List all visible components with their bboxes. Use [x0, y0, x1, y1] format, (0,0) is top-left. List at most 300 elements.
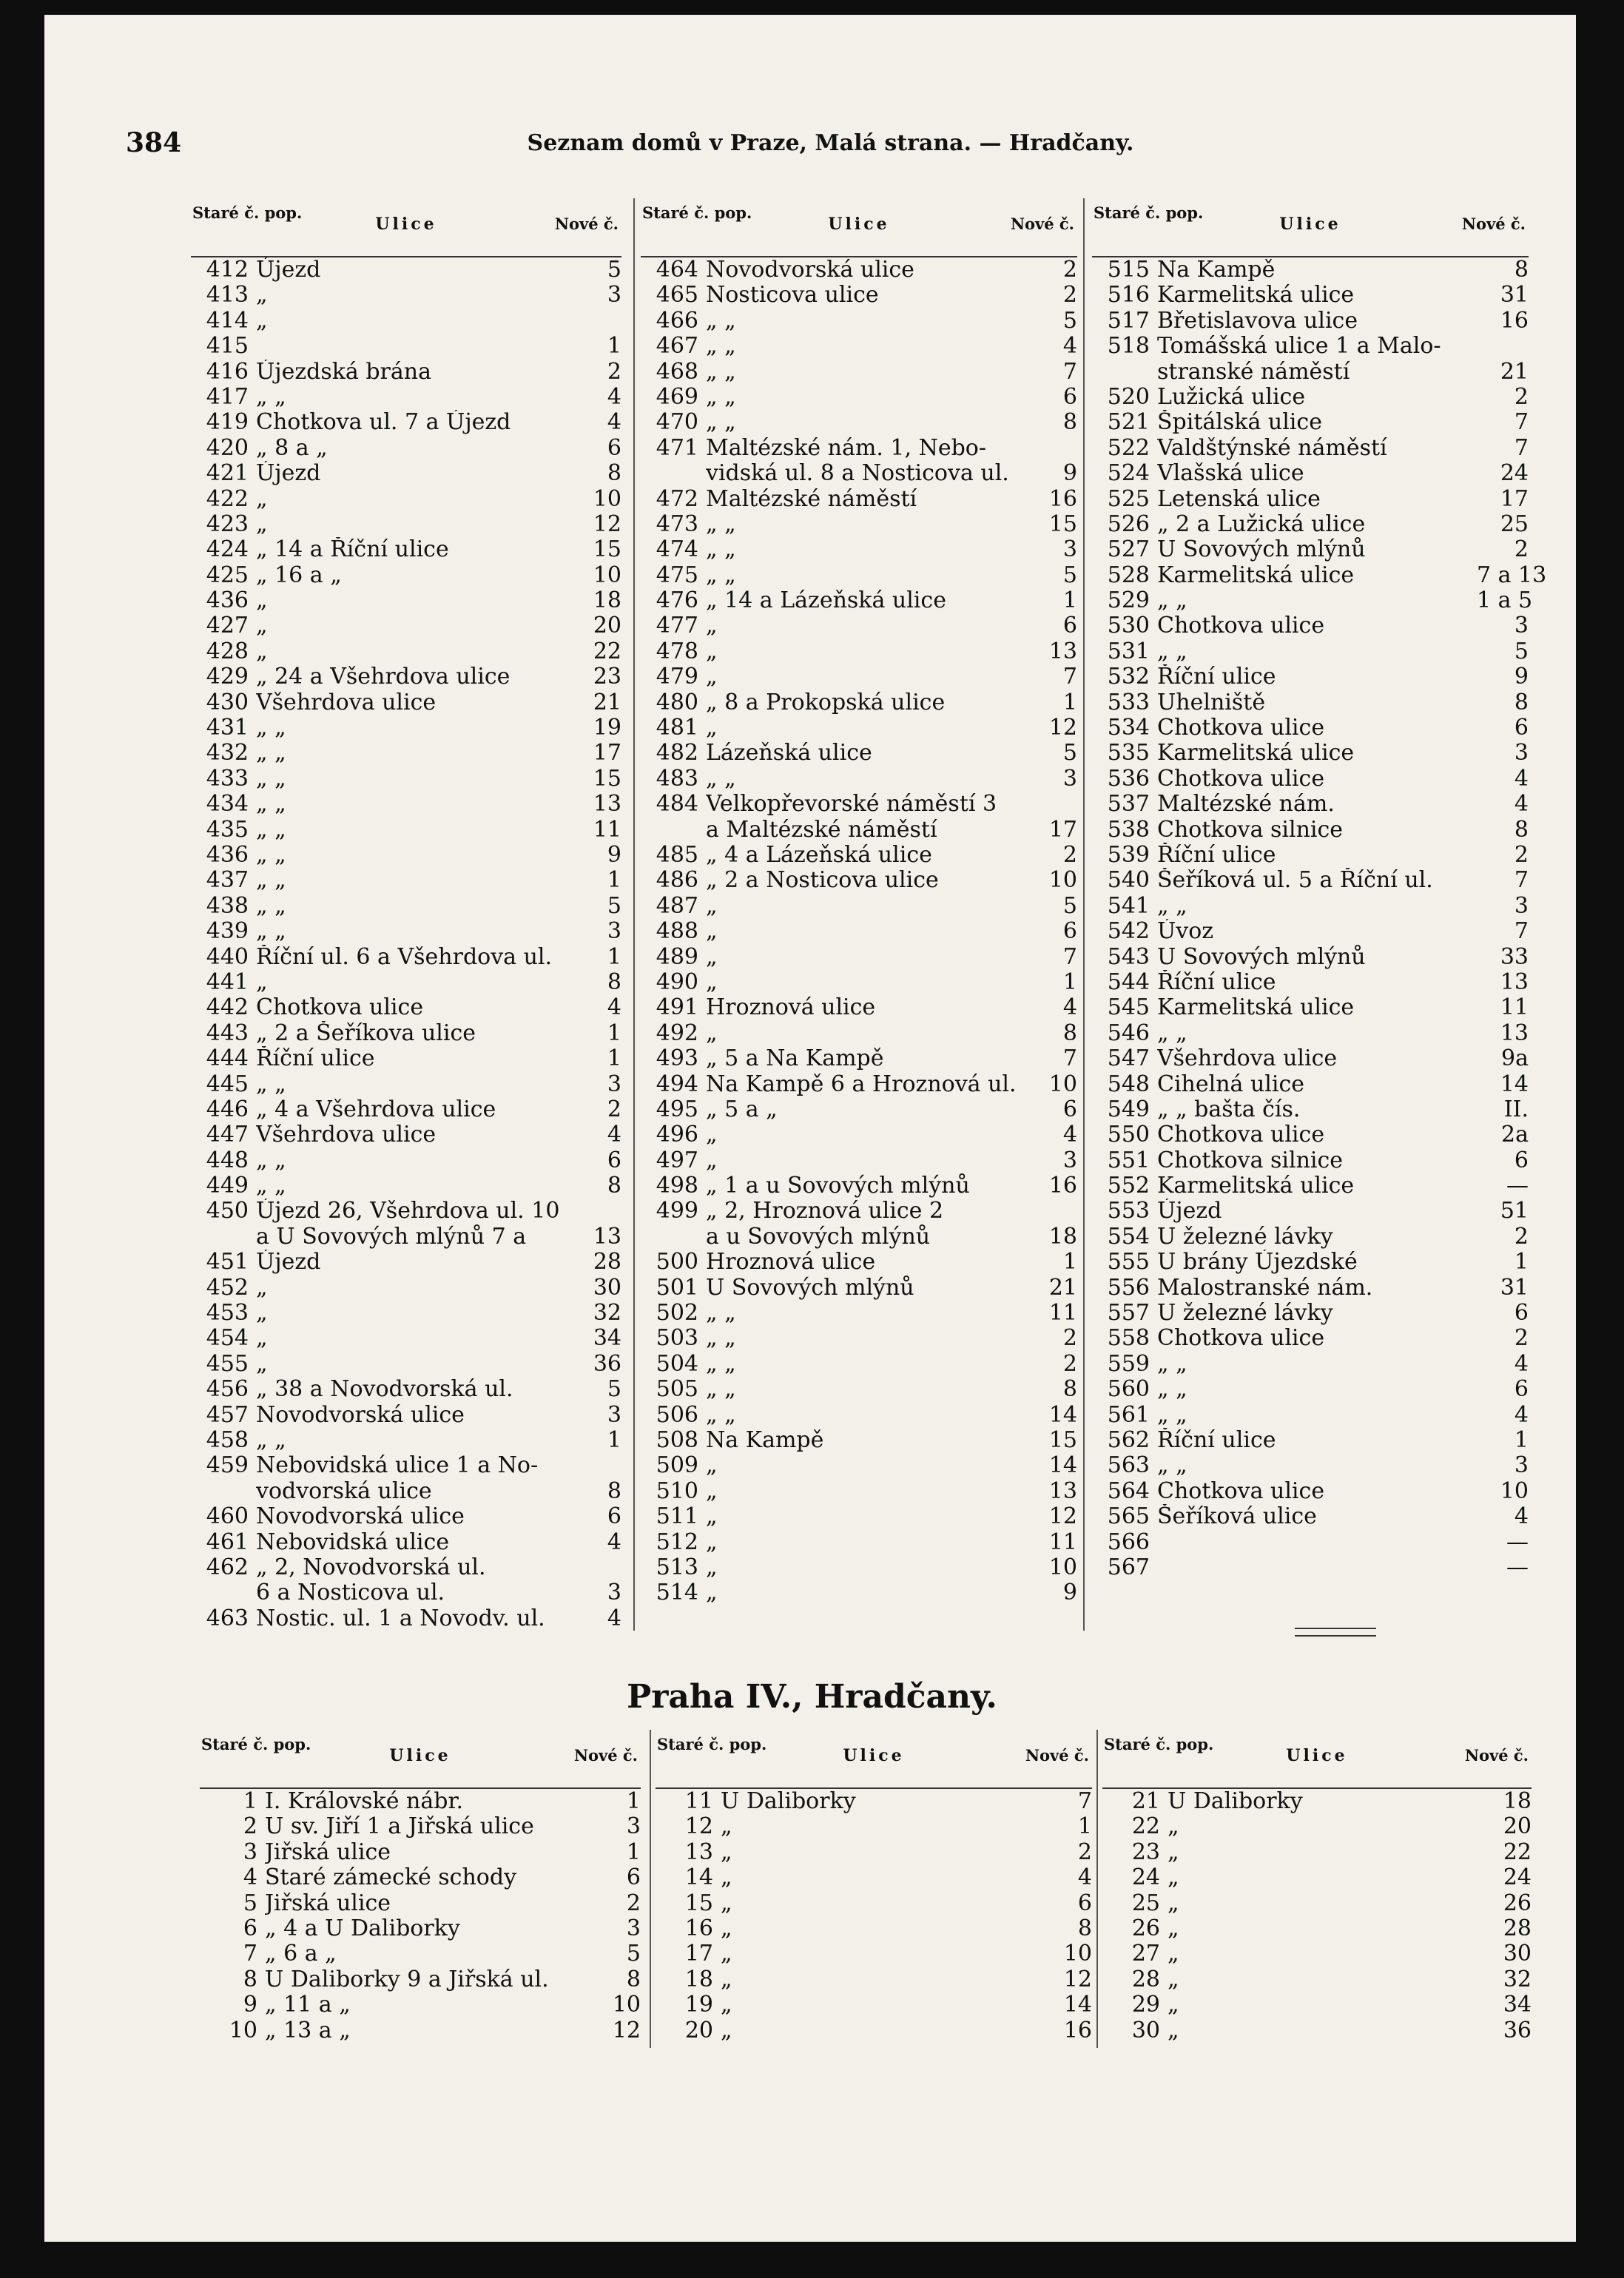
new-number: 2 [1062, 282, 1077, 309]
table-row [641, 1504, 1077, 1529]
old-number: 499 [656, 1198, 698, 1224]
street-name: „ „ [256, 1071, 286, 1097]
new-number: 2 [1514, 1325, 1529, 1352]
street-name: „ „ [1157, 1020, 1187, 1046]
section-title: Praha IV., Hradčany. [627, 1678, 997, 1716]
table-row [641, 818, 1077, 843]
street-name: „ „ [256, 817, 286, 843]
old-number: 450 [206, 1198, 249, 1224]
new-number: 1 [1062, 689, 1077, 715]
table-row [1092, 1403, 1529, 1428]
old-number: 527 [1107, 536, 1150, 563]
table-row [641, 1148, 1077, 1173]
new-number: 2 [607, 1096, 621, 1122]
street-name: Na Kampě 6 a Hroznová ul. [706, 1071, 1017, 1097]
street-name: „ „ [256, 1173, 286, 1199]
new-number: 10 [593, 562, 621, 588]
table-row [641, 792, 1077, 817]
new-number [570, 1199, 621, 1224]
table-row [191, 461, 621, 486]
table-row [641, 613, 1077, 638]
table-row [641, 945, 1077, 970]
old-number: 466 [656, 307, 698, 334]
new-number: 3 [607, 282, 621, 309]
old-number: 451 [206, 1249, 249, 1276]
new-number: 2 [1514, 383, 1529, 410]
table-row [1092, 1021, 1529, 1046]
street-header: Ulice [389, 1746, 451, 1765]
old-number: 531 [1107, 638, 1150, 664]
old-number: 432 [206, 740, 249, 766]
new-number: 4 [1062, 994, 1077, 1021]
table-row [641, 461, 1077, 486]
street-name: „ [721, 1839, 732, 1865]
new-number: 1 [1077, 1813, 1092, 1840]
table-row [1092, 766, 1529, 792]
street-name: Velkopřevorské náměstí 3 [706, 792, 997, 818]
table-row [641, 1453, 1077, 1478]
street-name: „ [721, 2018, 732, 2043]
street-name: „ [721, 1967, 732, 1992]
table-row [1092, 995, 1529, 1020]
street-name: Říční ulice [1157, 1427, 1276, 1453]
street-name: Hroznová ulice [706, 995, 876, 1021]
street-name: „ „ [706, 410, 736, 436]
new-number: 1 [607, 1426, 621, 1453]
table-row [1092, 283, 1529, 308]
new-number: 2 [626, 1890, 641, 1916]
new-number: 2a [1501, 1122, 1529, 1148]
new-number: 13 [1048, 638, 1077, 664]
new-number: 1 a 5 [1477, 587, 1533, 614]
new-number: 21 [1048, 1274, 1077, 1301]
column-header [656, 1730, 1092, 1789]
street-name: „ [256, 1351, 268, 1377]
table-row [191, 995, 621, 1020]
new-number: 10 [1048, 1071, 1077, 1097]
new-number: 28 [1503, 1915, 1532, 1941]
old-number: 536 [1107, 765, 1150, 792]
street-name: „ „ [706, 359, 736, 385]
street-header: Ulice [828, 215, 890, 234]
old-number: 439 [206, 918, 249, 945]
table-row [1092, 309, 1529, 334]
table-row [200, 1941, 641, 1967]
old-number: 441 [206, 968, 249, 995]
street-name: „ „ [256, 741, 286, 766]
new-number: 12 [1063, 1966, 1092, 1992]
table-row [641, 563, 1077, 588]
street-name: „ „ [256, 1427, 286, 1453]
new-number: 9 [1062, 460, 1077, 487]
table-row [641, 1555, 1077, 1580]
street-name: „ [706, 919, 718, 945]
new-number: 3 [626, 1813, 641, 1840]
table-row [191, 1606, 621, 1631]
old-number: 446 [206, 1096, 249, 1122]
column-divider [650, 1730, 651, 2048]
table-row [191, 1555, 621, 1580]
old-number: 495 [656, 1096, 698, 1122]
street-name: „ 14 a Lázeňská ulice [706, 588, 946, 614]
old-number: 19 [684, 1992, 713, 2018]
table-row [1092, 1199, 1529, 1224]
street-name: „ [256, 283, 268, 309]
old-number: 501 [656, 1274, 698, 1301]
old-number: 12 [684, 1813, 713, 1840]
old-number [1092, 360, 1157, 385]
street-name: Šeříková ulice [1157, 1504, 1317, 1530]
new-number: 24 [1503, 1864, 1532, 1891]
new-number: 8 [607, 968, 621, 995]
old-number: 534 [1107, 715, 1150, 741]
table-row [641, 664, 1077, 690]
new-number: 32 [1503, 1966, 1532, 1992]
table-row [1102, 1789, 1532, 1814]
old-number: 517 [1107, 307, 1150, 334]
table-row [191, 436, 621, 461]
street-name: Všehrdova ulice [256, 690, 437, 715]
table-row [641, 715, 1077, 741]
table-row [191, 1504, 621, 1529]
street-name: „ „ [706, 308, 736, 334]
street-name: „ „ [706, 1301, 736, 1327]
new-number: 30 [1503, 1941, 1532, 1967]
table-row [1102, 1916, 1532, 1941]
street-name: Chotkova ulice [1157, 1478, 1325, 1504]
table-row [1092, 587, 1533, 614]
new-number: 7 [1514, 409, 1529, 436]
new-number: 17 [1048, 816, 1077, 843]
table-row [1092, 818, 1529, 843]
table-row [1092, 1504, 1529, 1529]
new-number: 2 [1062, 841, 1077, 868]
old-number: 433 [206, 765, 249, 792]
table-row [1092, 334, 1529, 359]
old-number: 556 [1107, 1274, 1150, 1301]
street-name: U Sovových mlýnů [706, 1275, 914, 1301]
street-name: Říční ulice [1157, 969, 1276, 995]
table-row [191, 385, 621, 410]
old-number: 456 [206, 1376, 249, 1403]
old-number: 562 [1107, 1426, 1150, 1453]
new-number: 28 [593, 1249, 621, 1276]
new-number: 24 [1500, 460, 1529, 487]
table-row [1092, 1555, 1529, 1580]
table-row [191, 283, 621, 308]
street-name: „ [721, 1890, 732, 1916]
old-number: 566 [1107, 1529, 1150, 1555]
new-number: 4 [1077, 1864, 1092, 1891]
table-row [1092, 1250, 1529, 1275]
street-name: „ [256, 1326, 268, 1352]
new-number-header: Nové č. [1464, 1746, 1529, 1765]
old-number: 6 [243, 1915, 257, 1941]
street-name: „ [706, 893, 718, 919]
new-number: 3 [607, 1071, 621, 1097]
street-name: „ 4 a Všehrdova ulice [256, 1096, 496, 1122]
table-row [191, 639, 621, 664]
street-name: „ „ [706, 766, 736, 792]
table-row [641, 741, 1077, 766]
new-number: 14 [1063, 1992, 1092, 2018]
table-row [1092, 1224, 1529, 1250]
street-name: „ [256, 588, 268, 614]
new-number: 7 [1062, 664, 1077, 690]
old-number: 474 [656, 536, 698, 563]
street-name: „ [721, 1992, 732, 2018]
street-name: Všehrdova ulice [256, 1122, 437, 1148]
table-row [641, 970, 1077, 995]
new-number: 6 [1062, 383, 1077, 410]
old-number [191, 1580, 256, 1605]
table-row [191, 792, 621, 817]
new-number: 2 [1062, 257, 1077, 283]
table-row [191, 1377, 621, 1402]
table-row [641, 1021, 1077, 1046]
old-number: 559 [1107, 1350, 1150, 1377]
street-name: Újezd [256, 461, 321, 487]
old-number [641, 1224, 706, 1250]
table-row [200, 1789, 641, 1814]
table-row [1102, 1992, 1532, 2018]
table-row [191, 741, 621, 766]
table-row [1092, 792, 1529, 817]
street-name: U Sovových mlýnů [1157, 537, 1366, 563]
street-name: „ [1168, 1865, 1179, 1891]
new-number: 3 [1514, 892, 1529, 919]
street-name: „ „ [706, 511, 736, 537]
old-number: 463 [206, 1605, 249, 1631]
new-number: 4 [1514, 765, 1529, 792]
street-name: „ 6 a „ [265, 1941, 337, 1967]
street-name: „ [706, 1504, 718, 1530]
street-name: Újezd [256, 1250, 321, 1276]
street-name: „ [1168, 1967, 1179, 1992]
table-row [191, 1479, 621, 1504]
new-number: 14 [1048, 1452, 1077, 1479]
street-name: a u Sovových mlýnů [706, 1224, 931, 1250]
street-name: „ [256, 486, 268, 512]
old-number: 413 [206, 282, 249, 309]
table-row [641, 537, 1077, 562]
new-number: 6 [1514, 715, 1529, 741]
old-number: 482 [656, 740, 698, 766]
table-row [641, 1301, 1077, 1326]
old-number-header: Staré č. pop. [642, 203, 752, 222]
new-number: 3 [607, 918, 621, 945]
table-row [1092, 1122, 1529, 1148]
new-number: 13 [1500, 968, 1529, 995]
street-name: „ 2 a Nosticova ulice [706, 868, 939, 894]
new-number-header: Nové č. [1461, 215, 1526, 233]
old-number: 461 [206, 1529, 249, 1555]
street-name: „ [706, 1020, 718, 1046]
new-number: II. [1503, 1096, 1529, 1122]
old-number: 429 [206, 664, 249, 690]
old-number: 434 [206, 791, 249, 818]
street-name: Novodvorská ulice [256, 1504, 465, 1530]
new-number: 2 [1077, 1839, 1092, 1865]
old-number: 553 [1107, 1198, 1150, 1224]
old-number [191, 1224, 256, 1250]
street-name: Uhelniště [1157, 690, 1266, 715]
street-name: Jiřská ulice [265, 1890, 391, 1916]
new-number: 4 [1514, 791, 1529, 818]
new-number: 5 [1514, 638, 1529, 664]
new-number: 1 [607, 867, 621, 894]
street-name: „ 2, Novodvorská ul. [256, 1554, 486, 1580]
street-name: „ „ [1157, 638, 1187, 664]
table-row [1092, 1276, 1529, 1301]
table-row [1092, 690, 1529, 715]
table-row [1092, 1428, 1529, 1453]
old-number: 538 [1107, 816, 1150, 843]
column-divider [633, 198, 635, 1631]
old-number: 3 [243, 1839, 257, 1865]
new-number: 23 [593, 664, 621, 690]
new-number: 8 [607, 460, 621, 487]
new-number: 25 [1500, 510, 1529, 537]
street-name: „ „ [1157, 588, 1187, 614]
old-number: 423 [206, 510, 249, 537]
hradcany-column-1 [200, 1730, 641, 2043]
street-name: „ [706, 638, 718, 664]
new-number: 11 [1048, 1300, 1077, 1327]
street-name: Chotkova ulice [1157, 766, 1325, 792]
new-number: 21 [593, 689, 621, 715]
street-name: Újezdská brána [256, 359, 431, 385]
old-number: 525 [1107, 485, 1150, 512]
old-number: 524 [1107, 460, 1150, 487]
new-number: 15 [1048, 510, 1077, 537]
old-number: 471 [656, 434, 698, 461]
new-number: 4 [1514, 1350, 1529, 1377]
street-name: „ „ [1157, 893, 1187, 919]
new-number: 2 [1062, 1325, 1077, 1352]
street-name: „ [1168, 1941, 1179, 1967]
street-name: „ 5 a Na Kampě [706, 1046, 884, 1072]
new-number: 8 [607, 1477, 621, 1504]
street-name: 6 a Nosticova ul. [256, 1580, 445, 1606]
old-number: 487 [656, 892, 698, 919]
street-name: Chotkova silnice [1157, 1148, 1344, 1173]
street-name: „ [706, 944, 718, 970]
new-number: 3 [607, 1580, 621, 1606]
street-name: „ [706, 1453, 718, 1479]
street-name: „ [256, 1275, 268, 1301]
old-number: 490 [656, 968, 698, 995]
street-name: a Maltézské náměstí [706, 817, 937, 843]
old-number: 414 [206, 307, 249, 334]
table-row [191, 894, 621, 919]
street-name: Úvoz [1157, 919, 1214, 945]
street-name: U Sovových mlýnů [1157, 944, 1366, 970]
page-number: 384 [126, 127, 182, 158]
new-number: 20 [1503, 1813, 1532, 1840]
table-row [1092, 461, 1529, 486]
table-row [200, 1967, 641, 1992]
table-row [191, 410, 621, 435]
column-header [200, 1730, 641, 1789]
new-number: 12 [593, 510, 621, 537]
street-name: „ [706, 664, 718, 690]
table-row [641, 1428, 1077, 1453]
table-row [1102, 1941, 1532, 1967]
table-row [656, 1967, 1092, 1992]
street-name: „ 13 a „ [265, 2018, 351, 2043]
table-row [191, 1580, 621, 1605]
old-number: 9 [243, 1992, 257, 2018]
old-number: 510 [656, 1477, 698, 1504]
new-number: 18 [1503, 1788, 1532, 1814]
new-number: 8 [1077, 1915, 1092, 1941]
street-name: „ „ [256, 384, 286, 410]
table-row [191, 945, 621, 970]
old-number: 503 [656, 1325, 698, 1352]
old-number: 542 [1107, 918, 1150, 945]
table-row [1092, 1326, 1529, 1351]
old-number: 564 [1107, 1477, 1150, 1504]
old-number: 22 [1131, 1813, 1160, 1840]
table-row [1092, 945, 1529, 970]
table-row [641, 868, 1077, 893]
old-number: 26 [1131, 1915, 1160, 1941]
new-number: 14 [1048, 1401, 1077, 1428]
table-row [191, 818, 621, 843]
street-name: Novodvorská ulice [706, 257, 914, 283]
table-row [191, 1224, 621, 1250]
street-name: Chotkova ulice [1157, 613, 1325, 639]
table-row [641, 1530, 1077, 1555]
table-row [641, 1377, 1077, 1402]
new-number-header: Nové č. [554, 215, 619, 233]
street-name: Chotkova ulice [1157, 1122, 1325, 1148]
old-number: 412 [206, 257, 249, 283]
old-number: 425 [206, 562, 249, 588]
street-header: Ulice [1286, 1746, 1348, 1765]
old-number: 511 [656, 1503, 698, 1530]
table-row [1092, 715, 1529, 741]
new-number: 10 [1063, 1941, 1092, 1967]
new-number: 5 [607, 1376, 621, 1403]
table-row [1092, 1097, 1529, 1122]
street-name: Špitálská ulice [1157, 410, 1322, 436]
street-name: „ „ [706, 1377, 736, 1403]
table-row [656, 1789, 1092, 1814]
old-number: 558 [1107, 1325, 1150, 1352]
table-row [641, 1580, 1077, 1605]
new-number: 5 [607, 257, 621, 283]
old-number: 515 [1107, 257, 1150, 283]
new-number: 6 [1514, 1147, 1529, 1173]
street-name: Staré zámecké schody [265, 1865, 517, 1891]
street-header: Ulice [1279, 215, 1341, 234]
street-name: „ [1168, 1992, 1179, 2018]
new-number: 16 [1063, 2017, 1092, 2043]
street-name: „ [256, 613, 268, 639]
table-row [641, 512, 1077, 537]
street-name: Jiřská ulice [265, 1839, 391, 1865]
table-row [191, 1530, 621, 1555]
street-name [1157, 1530, 1477, 1555]
new-number: 13 [593, 1223, 621, 1250]
old-number: 465 [656, 282, 698, 309]
new-number: 6 [607, 1147, 621, 1173]
street-name: U sv. Jiří 1 a Jiřská ulice [265, 1814, 534, 1840]
old-number: 468 [656, 358, 698, 385]
street-name: Chotkova ulice [256, 995, 424, 1021]
